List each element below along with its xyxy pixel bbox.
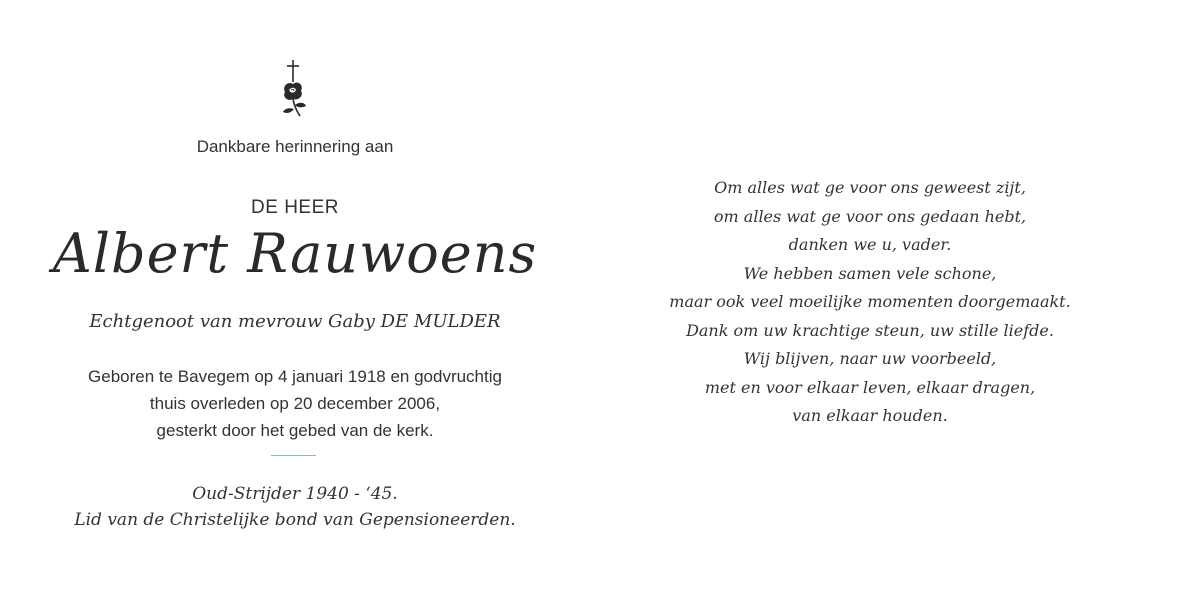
honorific-title: DE HEER — [251, 197, 339, 218]
poem-line: Dank om uw krachtige steun, uw stille liefde. — [686, 320, 1054, 340]
poem-line: Wij blijven, naar uw voorbeeld, — [743, 349, 997, 368]
birth-death-line: gesterkt door het gebed van de kerk. — [156, 421, 434, 440]
right-panel — [600, 0, 1200, 598]
left-panel — [0, 0, 590, 598]
poem-line: maar ook veel moeilijke momenten doorgemaakt. — [669, 292, 1071, 311]
poem — [600, 174, 1140, 431]
cross-rose-icon — [276, 58, 310, 120]
membership-line: Lid van de Christelijke bond van Gepensioneerden. — [74, 510, 516, 530]
membership-line: Oud-Strijder 1940 - ‘45. — [192, 484, 398, 504]
deceased-name: Albert Rauwoens — [52, 222, 538, 285]
poem-line: Om alles wat ge voor ons geweest zijt, — [714, 178, 1026, 197]
birth-death-line: thuis overleden op 20 december 2006, — [149, 394, 441, 413]
memberships-text — [0, 481, 590, 533]
birth-death-text — [0, 363, 590, 444]
poem-line: met en voor elkaar leven, elkaar dragen, — [704, 377, 1036, 397]
divider — [271, 455, 316, 456]
poem-line: We hebben samen vele schone, — [743, 263, 997, 283]
spouse-text: Echtgenoot van mevrouw Gaby DE MULDER — [89, 311, 501, 332]
poem-line: om alles wat ge voor ons gedaan hebt, — [713, 206, 1027, 226]
birth-death-line: Geboren te Bavegem op 4 januari 1918 en godvruchtig — [88, 367, 502, 386]
poem-line: van elkaar houden. — [792, 406, 948, 425]
intro-text: Dankbare herinnering aan — [196, 137, 394, 156]
poem-line: danken we u, vader. — [788, 235, 952, 254]
